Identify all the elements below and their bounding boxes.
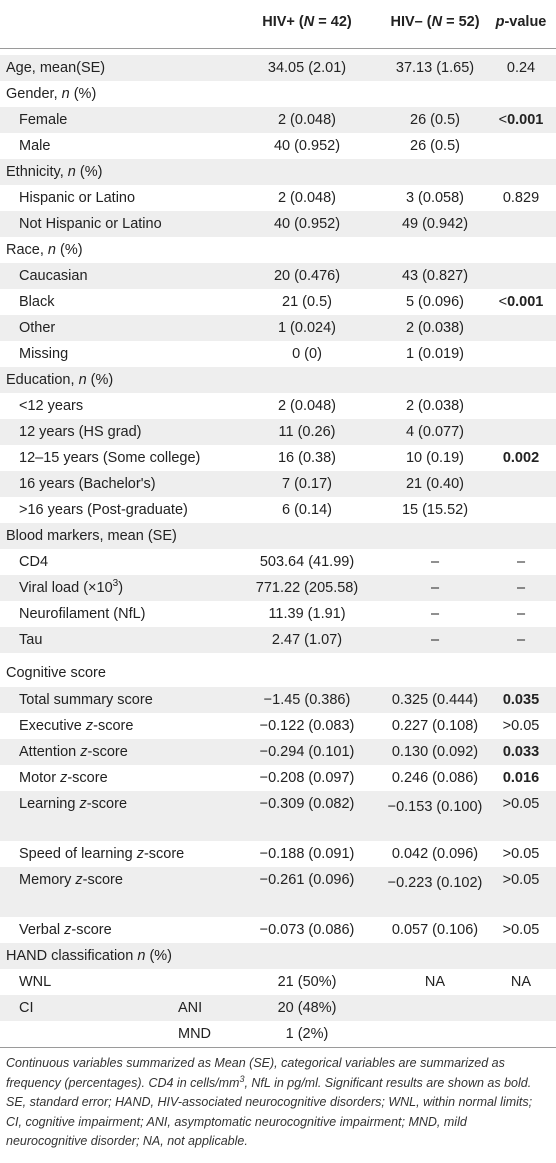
row-label: 12–15 years (Some college): [19, 450, 201, 466]
hiv-negative-value: 0.325 (0.444): [391, 692, 479, 708]
table-row: [0, 549, 556, 575]
table-row: [0, 867, 556, 917]
row-label: Age, mean(SE): [6, 60, 106, 76]
hiv-negative-value: −0.223 (0.102): [387, 875, 483, 891]
table-row: [0, 315, 556, 341]
hiv-positive-value: 771.22 (205.58): [255, 580, 359, 596]
table-row: [0, 917, 556, 943]
header-divider: [0, 48, 556, 49]
hiv-negative-value: 3 (0.058): [405, 190, 465, 206]
hiv-negative-value: 0.057 (0.106): [391, 922, 479, 938]
hiv-positive-value: −0.188 (0.091): [259, 846, 355, 862]
section-label: Education, n (%): [6, 372, 114, 388]
p-value: >0.05: [502, 846, 540, 862]
table-row: [0, 263, 556, 289]
row-sublabel: ANI: [178, 1000, 203, 1016]
table-row: [0, 765, 556, 791]
hiv-negative-value: –: [430, 580, 440, 596]
hiv-positive-value: 2 (0.048): [277, 398, 337, 414]
hiv-positive-value: −0.309 (0.082): [259, 796, 355, 812]
hiv-positive-value: 503.64 (41.99): [259, 554, 355, 570]
table-row: [0, 739, 556, 765]
hiv-positive-value: 16 (0.38): [277, 450, 337, 466]
row-label: Female: [19, 112, 68, 128]
table-row: [0, 471, 556, 497]
hiv-negative-value: –: [430, 632, 440, 648]
hiv-negative-value: –: [430, 606, 440, 622]
table-footnote: Continuous variables summarized as Mean (SE), categorical variables are summarized as frequency (percentages). CD4 in cells/$mm^3$, NfL in pg/ml. Significant results are shown as bold. SE, standard error; HAND, HIV-associated neurocognitive disorders; WNL, within normal limits; CI, cognitive impairment; ANI, asymptomatic neurocognitive impairment; MND, mild neurocognitive disorder; NA, not applicable.: [6, 1056, 533, 1148]
p-value: 0.033: [502, 744, 540, 760]
table-row: [0, 289, 556, 315]
row-label: Motor z-score: [19, 770, 108, 786]
table-row: [0, 211, 556, 237]
column-header-hiv-negative: HIV– (N = 52): [390, 14, 480, 30]
table-row: [0, 159, 556, 185]
row-label: CD4: [19, 554, 49, 570]
p-value: 0.035: [502, 692, 540, 708]
row-label: >16 years (Post-graduate): [19, 502, 188, 518]
row-label: <12 years: [19, 398, 84, 414]
hiv-negative-value: 0.130 (0.092): [391, 744, 479, 760]
row-label: Missing: [19, 346, 69, 362]
p-value: –: [516, 554, 526, 570]
table-row: [0, 393, 556, 419]
table-row: [0, 81, 556, 107]
p-value: >0.05: [502, 922, 540, 938]
hiv-positive-value: −0.073 (0.086): [259, 922, 355, 938]
hiv-positive-value: 11 (0.26): [278, 424, 336, 440]
table-row: [0, 653, 556, 687]
table-row: [0, 969, 556, 995]
table-header: [0, 0, 556, 48]
table-row: [0, 107, 556, 133]
p-value: –: [516, 606, 526, 622]
hiv-negative-value: 26 (0.5): [410, 112, 460, 128]
hiv-positive-value: 20 (0.476): [273, 268, 341, 284]
p-value: 0.24: [506, 60, 536, 76]
row-label: Tau: [19, 632, 43, 648]
table-row: [0, 523, 556, 549]
section-label: Ethnicity, n (%): [6, 164, 103, 180]
hiv-positive-value: −0.122 (0.083): [259, 718, 355, 734]
hiv-positive-value: 20 (48%): [277, 1000, 337, 1016]
p-value: >0.05: [502, 796, 540, 812]
hiv-negative-value: 43 (0.827): [401, 268, 469, 284]
row-label: Total summary score: [19, 692, 153, 708]
hiv-negative-value: NA: [424, 974, 446, 990]
p-value: 0.016: [502, 770, 540, 786]
hiv-positive-value: −0.294 (0.101): [259, 744, 355, 760]
table-row: [0, 133, 556, 159]
hiv-positive-value: 40 (0.952): [273, 216, 341, 232]
p-value: <0.001: [498, 294, 544, 310]
table-row: [0, 55, 556, 81]
row-label: Speed of learning z-score: [19, 846, 185, 862]
p-value: –: [516, 580, 526, 596]
hiv-positive-value: 21 (50%): [277, 974, 337, 990]
hiv-negative-value: 0.246 (0.086): [391, 770, 479, 786]
hiv-negative-value: 0.227 (0.108): [391, 718, 479, 734]
hiv-positive-value: 2 (0.048): [277, 112, 337, 128]
row-label: Executive z-score: [19, 718, 134, 734]
row-label: Not Hispanic or Latino: [19, 216, 162, 232]
row-label: Learning z-score: [19, 796, 128, 812]
hiv-positive-value: −1.45 (0.386): [263, 692, 351, 708]
row-label: Neurofilament (NfL): [19, 606, 146, 622]
p-value: NA: [510, 974, 532, 990]
row-label: Other: [19, 320, 56, 336]
table-row: [0, 627, 556, 653]
table-row: [0, 419, 556, 445]
p-value: <0.001: [498, 112, 544, 128]
hiv-positive-value: 1 (2%): [285, 1026, 329, 1042]
hiv-positive-value: 21 (0.5): [282, 294, 332, 310]
hiv-negative-value: 1 (0.019): [405, 346, 465, 362]
row-label: Male: [19, 138, 51, 154]
hiv-negative-value: 49 (0.942): [401, 216, 469, 232]
section-label: Cognitive score: [6, 665, 106, 681]
p-value: >0.05: [502, 718, 540, 734]
hiv-positive-value: 40 (0.952): [273, 138, 341, 154]
row-label: 12 years (HS grad): [19, 424, 142, 440]
row-sublabel: MND: [178, 1026, 212, 1042]
table-row: [0, 841, 556, 867]
hiv-positive-value: −0.261 (0.096): [259, 872, 355, 888]
hiv-negative-value: 37.13 (1.65): [395, 60, 475, 76]
table-row: [0, 995, 556, 1021]
hiv-negative-value: –: [430, 554, 440, 570]
table-row: [0, 237, 556, 263]
table-row: [0, 185, 556, 211]
table-bottom-divider: [0, 1047, 556, 1048]
hiv-negative-value: 4 (0.077): [405, 424, 465, 440]
hiv-positive-value: 1 (0.024): [277, 320, 337, 336]
hiv-negative-value: 0.042 (0.096): [391, 846, 479, 862]
row-label: Black: [19, 294, 55, 310]
hiv-negative-value: 21 (0.40): [405, 476, 465, 492]
table-row: [0, 341, 556, 367]
row-label: Viral load $(\times 10^3)$: [19, 578, 124, 596]
hiv-negative-value: 2 (0.038): [405, 398, 465, 414]
hiv-positive-value: −0.208 (0.097): [259, 770, 355, 786]
hiv-positive-value: 2 (0.048): [277, 190, 337, 206]
p-value: 0.002: [502, 450, 540, 466]
table-row: [0, 791, 556, 841]
hiv-negative-value: 2 (0.038): [405, 320, 465, 336]
table-row: [0, 1021, 556, 1047]
row-label: Memory z-score: [19, 872, 123, 888]
table-row: [0, 367, 556, 393]
row-label: 16 years (Bachelor's): [19, 476, 156, 492]
section-label: Race, n (%): [6, 242, 83, 258]
section-label: Blood markers, mean (SE): [6, 528, 177, 544]
table-row: [0, 687, 556, 713]
hiv-positive-value: 0 (0): [292, 346, 322, 362]
table-row: [0, 497, 556, 523]
table-row: [0, 575, 556, 601]
p-value: –: [516, 632, 526, 648]
table-row: [0, 713, 556, 739]
row-label: Hispanic or Latino: [19, 190, 136, 206]
row-label: CI: [19, 1000, 34, 1016]
row-label: Verbal z-score: [19, 922, 112, 938]
table-row: [0, 601, 556, 627]
table-row: [0, 445, 556, 471]
hiv-positive-value: 2.47 (1.07): [271, 632, 343, 648]
row-label: WNL: [19, 974, 52, 990]
p-value: 0.829: [502, 190, 540, 206]
hiv-positive-value: 11.39 (1.91): [268, 606, 346, 622]
section-label: HAND classification n (%): [6, 948, 173, 964]
column-header-p-value: p-value: [495, 14, 547, 30]
hiv-negative-value: 26 (0.5): [410, 138, 460, 154]
hiv-negative-value: 10 (0.19): [405, 450, 465, 466]
column-header-hiv-positive: HIV+ (N = 42): [262, 14, 352, 30]
row-label: Caucasian: [19, 268, 88, 284]
hiv-negative-value: 5 (0.096): [405, 294, 465, 310]
section-label: Gender, n (%): [6, 86, 97, 102]
hiv-positive-value: 7 (0.17): [282, 476, 332, 492]
row-label: Attention z-score: [19, 744, 128, 760]
table-row: [0, 943, 556, 969]
p-value: >0.05: [502, 872, 540, 888]
hiv-positive-value: 34.05 (2.01): [267, 60, 347, 76]
hiv-positive-value: 6 (0.14): [282, 502, 332, 518]
hiv-negative-value: 15 (15.52): [401, 502, 469, 518]
hiv-negative-value: −0.153 (0.100): [387, 799, 483, 815]
